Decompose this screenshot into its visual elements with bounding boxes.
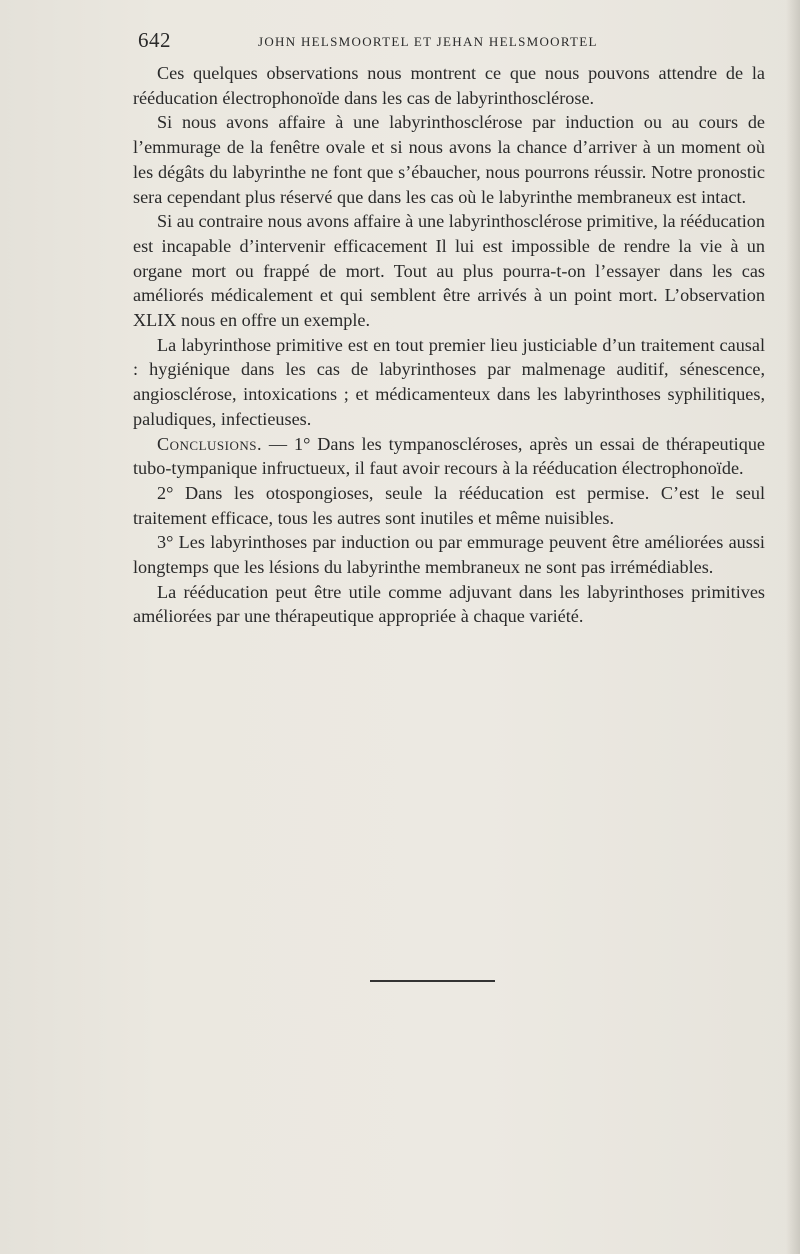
page-edge-shadow <box>786 0 800 1254</box>
running-head: JOHN HELSMOORTEL ET JEHAN HELSMOORTEL <box>258 34 598 49</box>
page-number: 642 <box>138 28 171 52</box>
paragraph: Si au contraire nous avons affaire à une labyrinthosclérose primitive, la rééducation est incapable d’intervenir efficacement Il lui est impossible de rendre la vie à un organe mort ou frappé de mort. Tout au plus pourra-t-on l’essayer dans les cas améliorés médicalement et qui semblent être arrivés à un point mort. L’observation XLIX nous en offre un exemple. <box>133 211 765 331</box>
conclusions-text: — 1° Dans les tympanoscléroses, après un essai de thérapeutique tubo-tympanique infructueux, il faut avoir recours à la rééducation électrophonoïde. <box>133 433 765 479</box>
section-end-rule <box>370 980 495 982</box>
body-text <box>133 61 765 629</box>
paragraph: 3° Les labyrinthoses par induction ou par emmurage peuvent être améliorées aussi longtemps que les lésions du labyrinthe membraneux ne sont pas irrémédiables. <box>133 532 765 578</box>
paragraph: Ces quelques observations nous montrent ce que nous pouvons attendre de la rééducation électrophonoïde dans les cas de labyrinthosclérose. <box>133 63 765 108</box>
paragraph: La labyrinthose primitive est en tout premier lieu justiciable d’un traitement causal : hygiénique dans les cas de labyrinthoses par malmenage auditif, sénescence, angiosclérose, intoxications ; et médicamenteux dans les labyrinthoses syphilitiques, paludiques, infectieuses. <box>133 334 765 429</box>
paragraph-conclusions <box>133 432 765 481</box>
paragraph: 2° Dans les otospongioses, seule la rééducation est permise. C’est le seul traitement efficace, tous les autres sont inutiles et même nuisibles. <box>133 482 765 528</box>
conclusions-heading: Conclusions. <box>157 433 263 454</box>
paragraph: La rééducation peut être utile comme adjuvant dans les labyrinthoses primitives améliorées par une thérapeutique appropriée à chaque variété. <box>133 581 765 627</box>
paragraph: Si nous avons affaire à une labyrinthosclérose par induction ou au cours de l’emmurage de la fenêtre ovale et si nous avons la chance d’arriver à un moment où les dégâts du labyrinthe ne font que s’ébaucher, nous pourrons réussir. Notre pronostic sera cependant plus réservé que dans les cas où le labyrinthe membraneux est intact. <box>133 112 765 207</box>
page-header <box>138 28 762 58</box>
